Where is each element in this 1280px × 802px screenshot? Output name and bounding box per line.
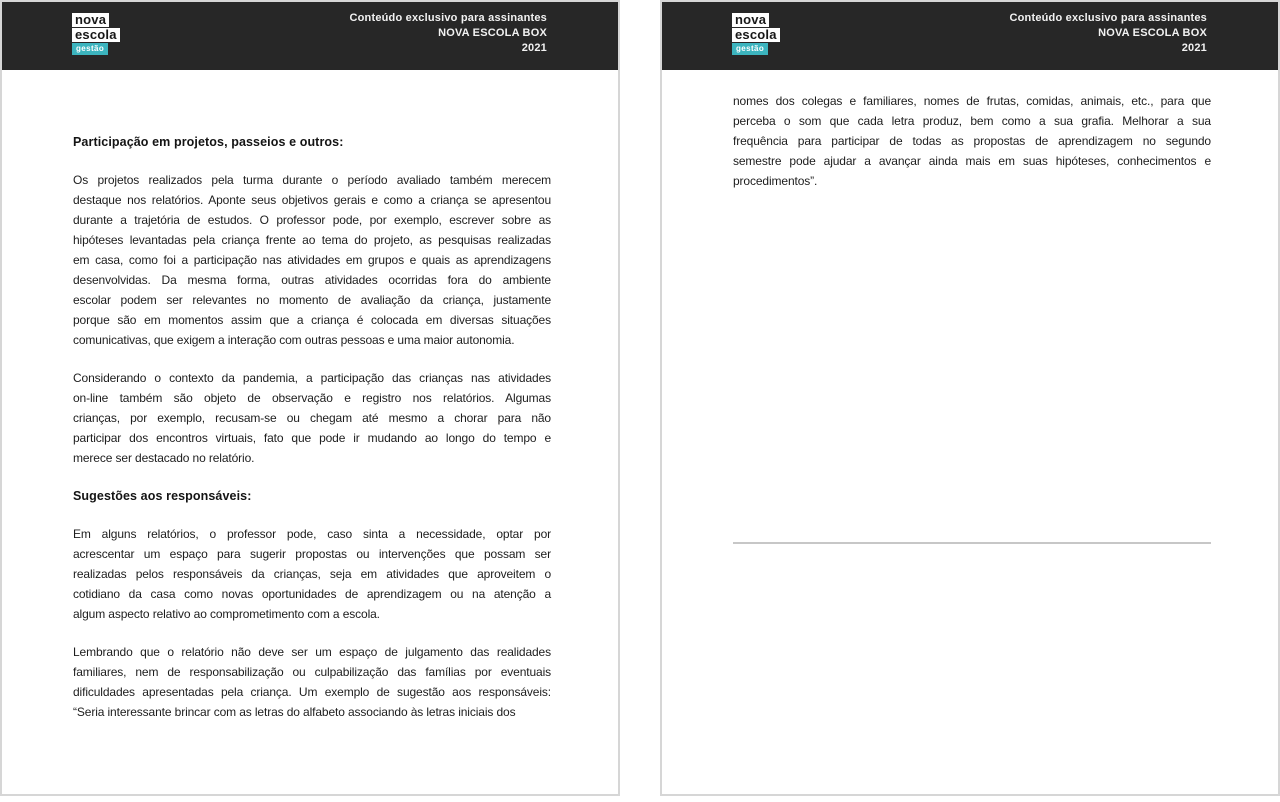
page-1-content <box>2 70 618 722</box>
header-year: 2021 <box>1181 42 1207 54</box>
section-heading: Participação em projetos, passeios e outros: <box>73 135 344 149</box>
text-line: perceba o som que cada letra produz, bem como a sua grafia. Melhorar a sua <box>733 114 1211 128</box>
text-line: dificuldades apresentadas pela criança. Um exemplo de sugestão aos responsáveis: <box>73 685 551 699</box>
text-line: comunicativas, que exigem a interação com outras pessoas e uma maior autonomia. <box>73 333 515 347</box>
text-line: participar dos encontros virtuais, fato que pode ir mudando ao longo do tempo e <box>73 431 551 445</box>
text-line: frequência para participar de todas as propostas de aprendizagem no segundo <box>733 134 1211 148</box>
text-line: Os projetos realizados pela turma durante o período avaliado também merecem <box>73 173 551 187</box>
nova-escola-gestao-logo <box>72 13 120 55</box>
text-line: hipóteses levantadas pela criança frente ao tema do projeto, as pesquisas realizadas <box>73 233 551 247</box>
text-line: “Seria interessante brincar com as letras do alfabeto associando às letras iniciais dos <box>73 705 516 719</box>
document-page-1 <box>0 0 620 796</box>
logo-escola: escola <box>732 28 780 42</box>
text-line: familiares, nem de responsabilização ou culpabilização das famílias por eventuais <box>73 665 551 679</box>
body-paragraph <box>73 642 551 722</box>
body-paragraph <box>73 524 551 624</box>
text-line: merece ser destacado no relatório. <box>73 451 255 465</box>
text-line: Considerando o contexto da pandemia, a participação das crianças nas atividades <box>73 371 551 385</box>
text-line: algum aspecto relativo ao comprometimento com a escola. <box>73 607 380 621</box>
logo-nova: nova <box>72 13 109 27</box>
header-subscribers-note: Conteúdo exclusivo para assinantes <box>1009 12 1207 24</box>
section-heading: Sugestões aos responsáveis: <box>73 489 252 503</box>
page-header-band <box>662 2 1278 70</box>
text-line: durante a trajetória de estudos. O professor pode, por exemplo, escrever sobre as <box>73 213 551 227</box>
text-line: semestre pode ajudar a avançar ainda mais em suas hipóteses, conhecimentos e <box>733 154 1211 168</box>
text-line: realizadas pelos responsáveis da crianças, seja em atividades que aproveitem o <box>73 567 551 581</box>
logo-escola: escola <box>72 28 120 42</box>
header-subscribers-note: Conteúdo exclusivo para assinantes <box>349 12 547 24</box>
nova-escola-gestao-logo <box>732 13 780 55</box>
logo-gestao-badge: gestão <box>72 43 108 55</box>
text-line: destaque nos relatórios. Aponte seus objetivos gerais e como a criança se apresentou <box>73 193 551 207</box>
page-2-content <box>662 70 1278 544</box>
text-line: desenvolvidas. Da mesma forma, outras atividades ocorridas fora do ambiente <box>73 273 551 287</box>
text-line: Lembrando que o relatório não deve ser um espaço de julgamento das realidades <box>73 645 551 659</box>
text-line: Em alguns relatórios, o professor pode, caso sinta a necessidade, optar por <box>73 527 551 541</box>
header-meta <box>1009 11 1207 56</box>
header-meta <box>349 11 547 56</box>
page-header-band <box>2 2 618 70</box>
body-paragraph <box>733 91 1211 191</box>
header-product-name: NOVA ESCOLA BOX <box>1098 27 1207 39</box>
header-product-name: NOVA ESCOLA BOX <box>438 27 547 39</box>
logo-nova: nova <box>732 13 769 27</box>
text-line: porque são em momentos assim que a criança é colocada em diversas situações <box>73 313 551 327</box>
document-page-2 <box>660 0 1280 796</box>
text-line: acrescentar um espaço para sugerir propostas ou intervenções que possam ser <box>73 547 551 561</box>
text-line: crianças, por exemplo, recusam-se ou chegam até mesmo a chorar para não <box>73 411 551 425</box>
text-line: procedimentos”. <box>733 174 818 188</box>
text-line: escolar podem ser relevantes no momento de avaliação da criança, justamente <box>73 293 551 307</box>
horizontal-divider <box>733 542 1211 544</box>
text-line: on-line também são objeto de observação e registro nos relatórios. Algumas <box>73 391 551 405</box>
text-line: em casa, como foi a participação nas atividades em grupos e quais as aprendizagens <box>73 253 551 267</box>
logo-gestao-badge: gestão <box>732 43 768 55</box>
text-line: nomes dos colegas e familiares, nomes de frutas, comidas, animais, etc., para que <box>733 94 1211 108</box>
body-paragraph <box>73 368 551 468</box>
body-paragraph <box>73 170 551 350</box>
header-year: 2021 <box>521 42 547 54</box>
text-line: cotidiano da casa como novas oportunidades de aprendizagem ou na atenção a <box>73 587 551 601</box>
